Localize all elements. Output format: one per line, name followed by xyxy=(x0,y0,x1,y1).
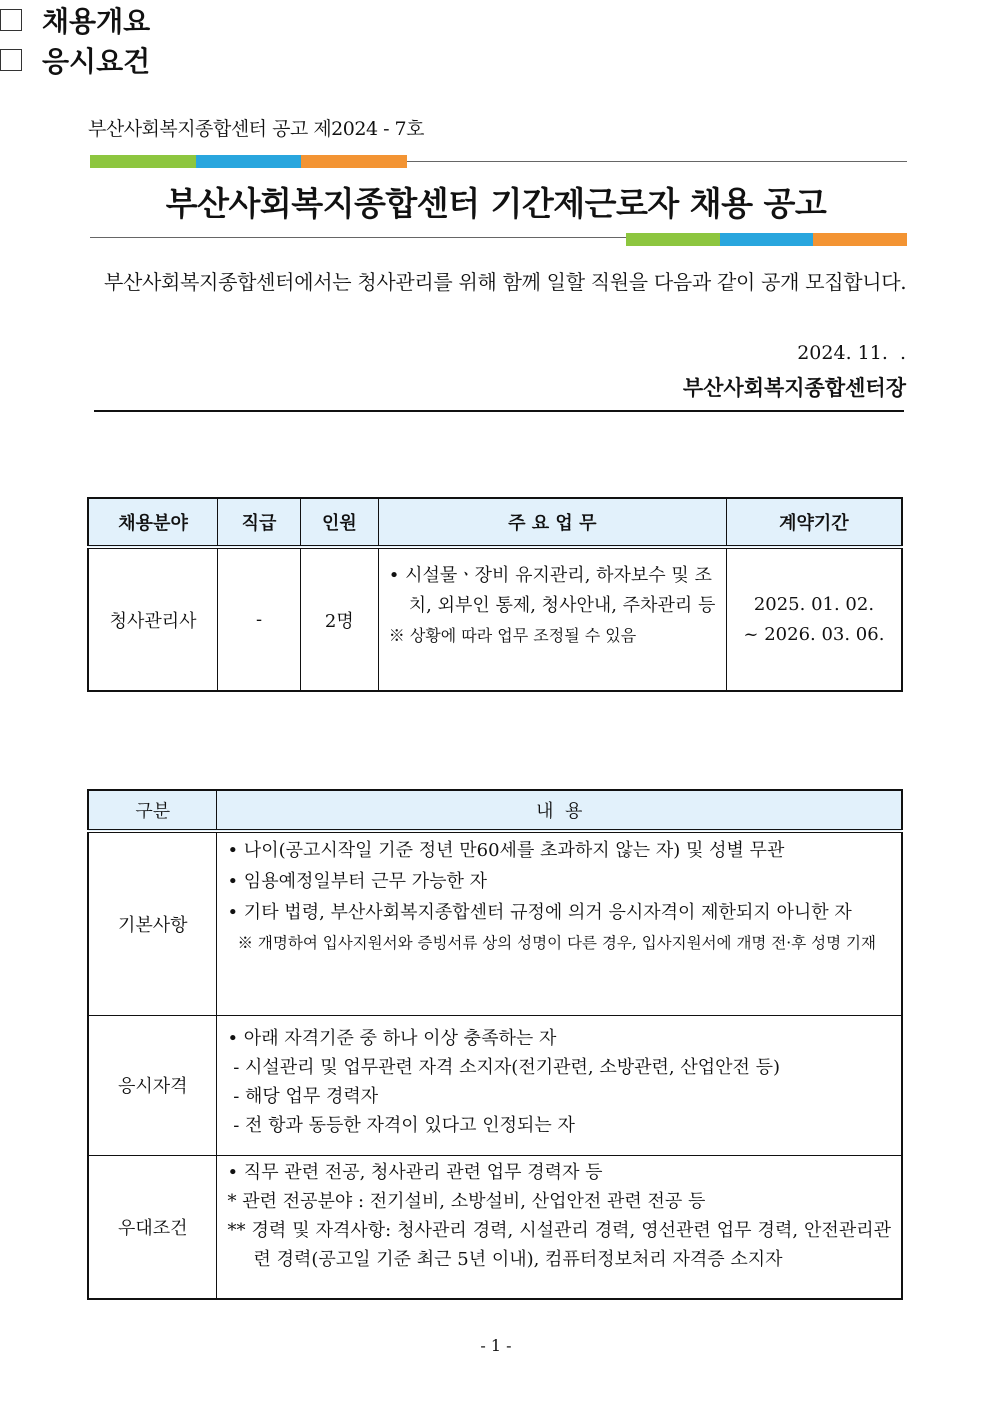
signer: 부산사회복지종합센터장 xyxy=(682,375,906,400)
cell-count: 2명 xyxy=(300,547,378,691)
row-content xyxy=(217,1155,902,1299)
requirements-table xyxy=(87,789,903,1300)
list-item: • 나이(공고시작일 기준 정년 만60세를 초과하지 않는 자) 및 성별 무관 xyxy=(227,840,785,861)
period-end: ~ 2026. 03. 06. xyxy=(743,623,885,645)
list-item: - 시설관리 및 업무관련 자격 소지자(전기관련, 소방관련, 산업안전 등) xyxy=(227,1056,781,1078)
duties-note: ※ 상황에 따라 업무 조정될 수 있음 xyxy=(388,626,637,645)
table-row xyxy=(88,831,902,1015)
row-content xyxy=(217,1015,902,1155)
row-label: 응시자격 xyxy=(88,1015,217,1155)
cell-grade: - xyxy=(218,547,301,691)
list-item: - 전 항과 동등한 자격이 있다고 인정되는 자 xyxy=(227,1114,575,1136)
list-item: • 아래 자격기준 중 하나 이상 충족하는 자 xyxy=(227,1027,557,1049)
col-header-count: 인원 xyxy=(300,498,378,547)
header-rule xyxy=(94,410,904,412)
duties-text: • 시설물ㆍ장비 유지관리, 하자보수 및 조치, 외부인 통제, 청사안내, 주차관리 등 xyxy=(388,565,716,616)
table-row xyxy=(88,1015,902,1155)
table-row xyxy=(88,547,902,691)
list-item: • 임용예정일부터 근무 가능한 자 xyxy=(227,871,488,892)
checkbox-square-icon xyxy=(0,49,22,71)
overview-table xyxy=(87,497,903,692)
row-content xyxy=(217,831,902,1015)
section-title: 응시요건 xyxy=(42,45,151,78)
period-start: 2025. 01. 02. xyxy=(753,593,875,615)
col-header-content: 내 용 xyxy=(217,790,902,831)
cell-period xyxy=(726,547,902,691)
col-header-duties: 주 요 업 무 xyxy=(378,498,726,547)
notice-number: 부산사회복지종합센터 공고 제2024 - 7호 xyxy=(88,118,424,140)
notice-date: 2024. 11. . xyxy=(797,342,906,364)
row-label: 우대조건 xyxy=(88,1155,217,1299)
accent-bar-blue-bottom xyxy=(720,233,813,246)
list-item: * 관련 전공분야 : 전기설비, 소방설비, 산업안전 관련 전공 등 xyxy=(227,1190,706,1212)
section-title: 채용개요 xyxy=(42,5,151,38)
intro-paragraph xyxy=(86,264,908,300)
col-header-field: 채용분야 xyxy=(88,498,218,547)
table-row xyxy=(88,1155,902,1299)
divider-bottom xyxy=(90,237,626,238)
section-requirements-heading xyxy=(0,40,992,80)
section-overview-heading xyxy=(0,0,992,40)
intro-text: 부산사회복지종합센터에서는 청사관리를 위해 함께 일할 직원을 다음과 같이 공개 모집합니다. xyxy=(104,270,907,294)
row-label: 기본사항 xyxy=(88,831,217,1015)
list-item: ** 경력 및 자격사항: 청사관리 경력, 시설관리 경력, 영선관련 업무 경력, 안전관리관련 경력(공고일 기준 최근 5년 이내), 컴퓨터정보처리 자격증 소지자 xyxy=(227,1219,891,1270)
page-title: 부산사회복지종합센터 기간제근로자 채용 공고 xyxy=(165,184,827,223)
accent-bar-orange-bottom xyxy=(813,233,907,246)
accent-bar-green-top xyxy=(90,155,196,168)
accent-bar-green-bottom xyxy=(626,233,720,246)
list-item: - 해당 업무 경력자 xyxy=(227,1085,379,1107)
list-item: • 직무 관련 전공, 청사관리 관련 업무 경력자 등 xyxy=(227,1161,603,1183)
accent-bar-blue-top xyxy=(196,155,301,168)
divider-top xyxy=(407,161,907,162)
col-header-category: 구분 xyxy=(88,790,217,831)
list-item: • 기타 법령, 부산사회복지종합센터 규정에 의거 응시자격이 제한되지 아니한 자 xyxy=(227,902,852,923)
col-header-period: 계약기간 xyxy=(726,498,902,547)
page-number: - 1 - xyxy=(480,1336,512,1355)
cell-duties xyxy=(378,547,726,691)
cell-field: 청사관리사 xyxy=(88,547,218,691)
col-header-grade: 직급 xyxy=(218,498,301,547)
list-note: ※ 개명하여 입사지원서와 증빙서류 상의 성명이 다른 경우, 입사지원서에 개명 전·후 성명 기재 xyxy=(237,934,876,952)
checkbox-square-icon xyxy=(0,9,22,31)
accent-bar-orange-top xyxy=(301,155,407,168)
